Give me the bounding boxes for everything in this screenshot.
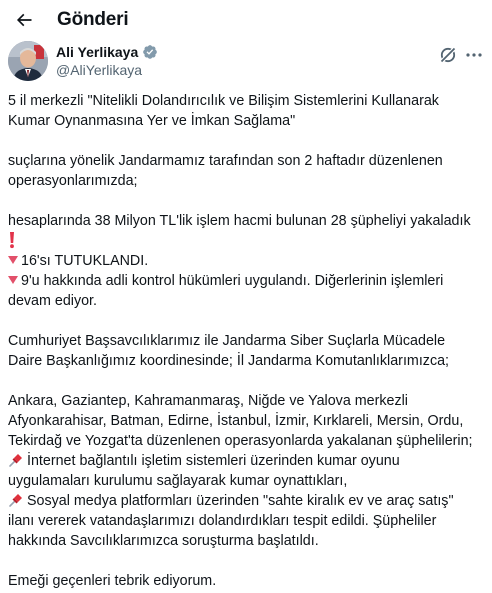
author-handle[interactable]: @AliYerlikaya — [56, 62, 143, 78]
tweet-line: 16'sı TUTUKLANDI. — [21, 253, 149, 269]
tweet-line: devam ediyor. — [8, 293, 98, 309]
more-icon — [465, 46, 483, 64]
tweet-line: ilanı vererek vatandaşlarımızı dolandırdıkları tespit edildi. Şüpheliler — [8, 513, 437, 529]
more-button[interactable] — [464, 45, 484, 65]
page-title: Gönderi — [57, 9, 129, 30]
tweet-line-with-pin — [8, 451, 488, 471]
tweet-line: Kumar Oynanmasına Yer ve İmkan Sağlama" — [8, 113, 296, 129]
tweet-line: operasyonlarımızda; — [8, 173, 138, 189]
tweet-line: Emeği geçenleri tebrik ediyorum. — [8, 573, 217, 589]
tweet-line: suçlarına yönelik Jandarmamız tarafından son 2 haftadır düzenlenen — [8, 153, 443, 169]
pushpin-icon — [8, 452, 24, 468]
author-name-text: Ali Yerlikaya — [56, 44, 139, 60]
verified-badge-icon — [142, 44, 158, 60]
exclamation-line — [8, 231, 488, 251]
tweet-line: hesaplarında 38 Milyon TL'lik işlem hacmi bulunan 28 şüpheliyi yakaladık — [8, 213, 471, 229]
tweet-line-with-pin — [8, 491, 488, 511]
tweet-line: Ankara, Gaziantep, Kahramanmaraş, Niğde ve Yalova merkezli — [8, 393, 408, 409]
red-triangle-down-icon — [8, 256, 18, 264]
author-name[interactable] — [56, 44, 158, 60]
tweet-author — [8, 41, 484, 83]
tweet-line: Sosyal medya platformları üzerinden "sahte kiralık ev ve araç satış" — [27, 493, 454, 509]
arrow-left-icon — [14, 10, 34, 30]
pushpin-icon — [8, 492, 24, 508]
red-exclamation-icon — [8, 231, 16, 249]
avatar[interactable] — [8, 41, 48, 81]
back-button[interactable] — [8, 4, 40, 36]
tweet-line: Cumhuriyet Başsavcılıklarımız ile Jandarma Siber Suçlarla Mücadele — [8, 333, 446, 349]
tweet-line: uygulamaları kurulumu sağlayarak kumar oynattıkları, — [8, 473, 348, 489]
avatar-image — [8, 41, 48, 81]
grok-button[interactable] — [438, 45, 458, 65]
tweet-line: 9'u hakkında adli kontrol hükümleri uygulandı. Diğerlerinin işlemleri — [21, 273, 444, 289]
tweet-line: Daire Başkanlığımız koordinesinde; İl Jandarma Komutanlıklarımızca; — [8, 353, 450, 369]
tweet-line: hakkında Savcılıklarımızca soruşturma başlatıldı. — [8, 533, 319, 549]
top-bar — [0, 0, 492, 40]
tweet-line-with-triangle — [8, 251, 488, 271]
tweet-text — [8, 91, 488, 591]
tweet-line: İnternet bağlantılı işletim sistemleri üzerinden kumar oyunu — [27, 453, 400, 469]
tweet-line-with-triangle — [8, 271, 488, 291]
tweet-line: Afyonkarahisar, Batman, Edirne, İstanbul, İzmir, Kırklareli, Mersin, Ordu, — [8, 413, 464, 429]
tweet-line: 5 il merkezli "Nitelikli Dolandırıcılık ve Bilişim Sistemlerini Kullanarak — [8, 93, 439, 109]
grok-icon — [438, 45, 458, 65]
red-triangle-down-icon — [8, 276, 18, 284]
tweet-line: Tekirdağ ve Yozgat'ta düzenlenen operasyonlarda yakalanan şüphelilerin; — [8, 433, 473, 449]
